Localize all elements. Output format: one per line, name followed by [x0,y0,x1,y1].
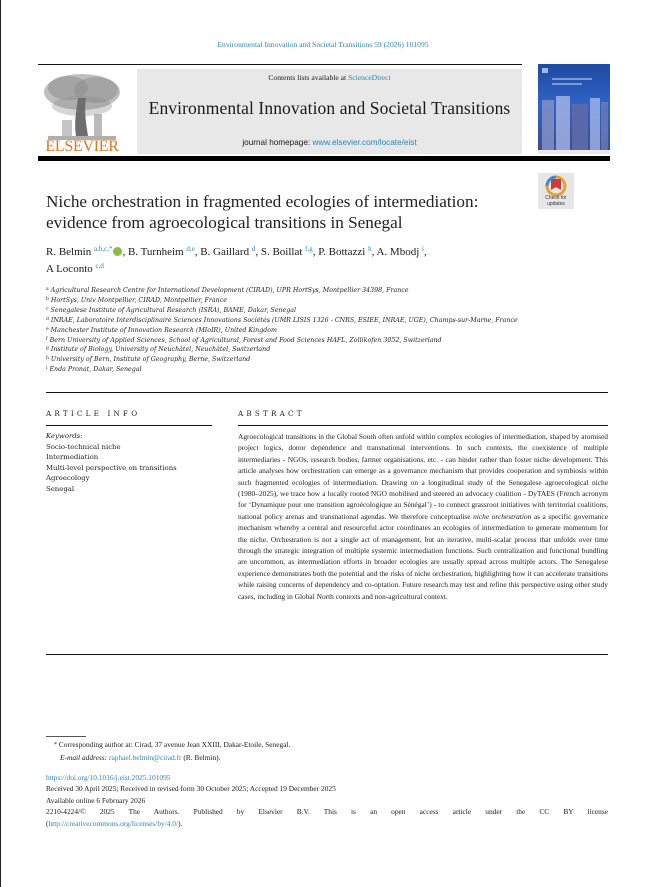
header-rule [38,64,522,65]
affiliation-key: f [46,336,48,342]
affiliation-text: INRAE, Laboratoire Interdisciplinaire Sciences Innovations Sociétés (UMR LISIS 1326 - CNRS, ESIEE, INRAE, UGE), Champs-sur-Marne, France [50,316,518,324]
affiliation-item [46,345,606,355]
author-name: A. Mbodj [376,246,420,258]
abstract-end-rule [46,654,608,655]
affiliation-text: Agricultural Research Centre for International Development (CIRAD), UPR HortSys, Montpellier 34398, France [50,287,409,294]
affiliation-text: University of Bern, Institute of Geography, Berne, Switzerland [50,356,251,364]
author[interactable] [261,246,318,258]
doi-link[interactable]: https://doi.org/10.1016/j.eist.2025.101095 [46,773,171,782]
author-separator: , [194,246,201,258]
email-suffix: (R. Belmin). [181,752,221,762]
affiliation-item [46,306,606,316]
email-link[interactable]: raphael.belmin@cirad.fr [109,752,182,762]
article-title-line-1: Niche orchestration in fragmented ecologies of intermediation: [46,192,479,211]
article-info-heading: ARTICLE INFO [46,409,141,418]
author[interactable] [376,246,426,258]
abstract-heading: ABSTRACT [238,409,305,418]
keyword: Senegal [46,484,75,493]
affiliation-text: HortSys, Univ Montpellier, CIRAD, Montpellier, France [50,296,227,304]
affiliation-key: g [46,346,49,352]
author-separator: , [312,246,319,258]
author[interactable] [128,246,200,258]
footnote-rule [46,736,86,737]
contents-availability [137,73,522,82]
homepage-prefix: journal homepage: [242,138,313,147]
elsevier-logo [38,68,126,156]
affiliation-item [46,326,606,336]
license-url-line [46,818,608,829]
keyword: Socio-technical niche [46,442,121,451]
journal-title: Environmental Innovation and Societal Transitions [148,98,511,118]
journal-cover-image [538,64,610,154]
author-affil-marks[interactable]: d,e [186,245,195,253]
affiliation-key: e [46,326,49,332]
affiliation-item [46,296,606,306]
author[interactable] [46,246,128,258]
author-affil-marks[interactable]: i [422,245,424,253]
article-meta [46,772,608,829]
author[interactable] [46,263,104,275]
section-divider [46,392,608,393]
author-name: B. Gaillard [200,246,250,258]
license-paren-open: ( [46,818,49,828]
author-name: R. Belmin [46,246,92,258]
license-link[interactable]: http://creativecommons.org/licenses/by/4.0/ [48,818,179,828]
abstract-emphasis: niche orchestration [473,511,532,521]
affiliation-key: a [46,287,49,292]
author-affil-marks[interactable]: h [368,245,372,253]
author-name: S. Boillat [260,246,303,258]
page-left-border [0,0,1,887]
license-paren-close: ). [178,818,183,828]
elsevier-wordmark: ELSEVIER [45,138,119,155]
author-separator: , [371,246,377,258]
abstract-part-2: as a specific governance mechanism whereby a central and resourceful actor coordinates an ecologies of intermediation to generate momentum for the niche. Orchestration is not a single act of management, but an iterative, multi-scalar process that unfolds over time through the strategic integration of multiple systemic intermediation functions. Such centralization and functional bundling are uncommon, as intermediation efforts in broader ecologies are usually spread across multiple actors. The Senegalese experience demonstrates both the potential and the risks of niche orchestration, highlighting how it can accelerate transitions while raising concerns of dependency and co-optation. Future research may test and refine this perspective using other study cases, including in Global North contexts and non-agricultural context. [238,511,608,601]
author-name: A Loconto [46,263,93,275]
footnote-marker: * [54,742,57,748]
article-info-rule [46,425,212,426]
author-separator: , [255,246,261,258]
author-affil-marks[interactable]: d [251,245,256,253]
author-name: B. Turnheim [127,246,184,258]
header-thick-rule [38,156,610,161]
sciencedirect-link[interactable]: ScienceDirect [348,73,391,82]
contents-prefix: Contents lists available at [268,73,349,82]
journal-cover-icon [538,64,610,154]
abstract-text [238,431,608,602]
affiliation-key: b [46,296,49,302]
affiliation-item [46,336,606,346]
crossmark-label-2: updates [547,201,565,207]
affiliation-list [46,286,606,375]
keywords-label: Keywords: [46,432,83,440]
author-affil-marks[interactable]: f,g [305,245,313,253]
running-head[interactable]: Environmental Innovation and Societal Transitions 59 (2026) 101095 [217,40,429,49]
abstract-part-1: Agroecological transitions in the Global South often unfold within complex ecologies of intermediation, shaped by atomised project logics, donor dependence and transnational interventions. In such contexts, the coexistence of multiple intermediaries - NGOs, research bodies, farmer organisations, etc. - can hinder rather than foster niche development. This article analyses how orchestration can emerge as a governance mechanism that provides cooperation and symbiosis within such fragmented ecologies of intermediation. Drawing on a longitudinal study of the Senegalese agroecological niche (1980–2025), we trace how a locally rooted NGO mobilised and steered an advocacy coalition - DyTAES (French acronym for ‘Dynamique pour une transition agroécologique au Sénégal’) - to connect grassroot initiatives with territorial coalitions, national policy arenas and transnational agendas. We therefore conceptualise [238,432,608,521]
available-online: Available online 6 February 2026 [46,795,146,805]
keywords-block [46,431,221,495]
crossmark-label-1: Check for [545,195,567,201]
article-title-line-2: evidence from agroecological transitions in Senegal [46,213,403,232]
license-statement: 2210-4224/© 2025 The Authors. Published by Elsevier B.V. This is an open access article under the CC BY license [46,807,608,817]
email-note [54,752,594,764]
affiliation-key: c [46,306,49,312]
author[interactable] [318,246,376,258]
affiliation-text: Institute of Biology, University of Neuchâtel, Neuchâtel, Switzerland [50,346,271,354]
homepage-link[interactable]: www.elsevier.com/locate/eist [312,138,417,147]
article-history: Received 30 April 2025; Received in revised form 30 October 2025; Accepted 19 December 2025 [46,784,336,794]
corresponding-author-note [54,739,594,752]
author-separator: , [122,246,128,258]
affiliation-text: Senegalese Institute of Agricultural Research (ISRA), BAME, Dakar, Senegal [50,306,297,314]
footnote [54,739,594,763]
affiliation-key: h [46,356,49,362]
affiliation-item [46,316,606,326]
abstract-rule [238,425,608,426]
corresponding-author-text: Corresponding author at: Cirad, 37 avenue Jean XXIII, Dakar-Etoile, Senegal. [58,740,291,749]
author[interactable] [200,246,261,258]
affiliation-text: Bern University of Applied Sciences, School of Agricultural, Forest and Food Sciences HAFL, Zollikofen 3052, Switzerland [49,336,442,344]
author-name: P. Bottazzi [318,246,366,258]
affiliation-key: d [46,316,49,322]
author-separator: , [423,246,427,258]
journal-homepage [137,138,522,147]
keyword: Agroecology [46,474,90,483]
author-affil-marks[interactable]: c,d [95,262,104,270]
affiliation-text: Enda Pronat, Dakar, Senegal [49,366,142,374]
author-list [46,244,566,278]
affiliation-key: i [46,366,48,372]
keyword: Multi-level perspective on transitions [46,463,177,472]
article-title [46,191,516,233]
affiliation-text: Manchester Institute of Innovation Research (MIoIR), United Kingdom [50,326,278,334]
check-for-updates-button[interactable] [538,173,574,209]
affiliation-item [46,355,606,365]
email-label: E-mail address: [60,752,108,762]
journal-masthead [137,69,522,154]
keyword: Intermediation [46,453,99,462]
author-affil-marks[interactable]: a,b,c,* [93,245,113,253]
affiliation-item [46,365,606,375]
affiliation-item [46,286,606,296]
